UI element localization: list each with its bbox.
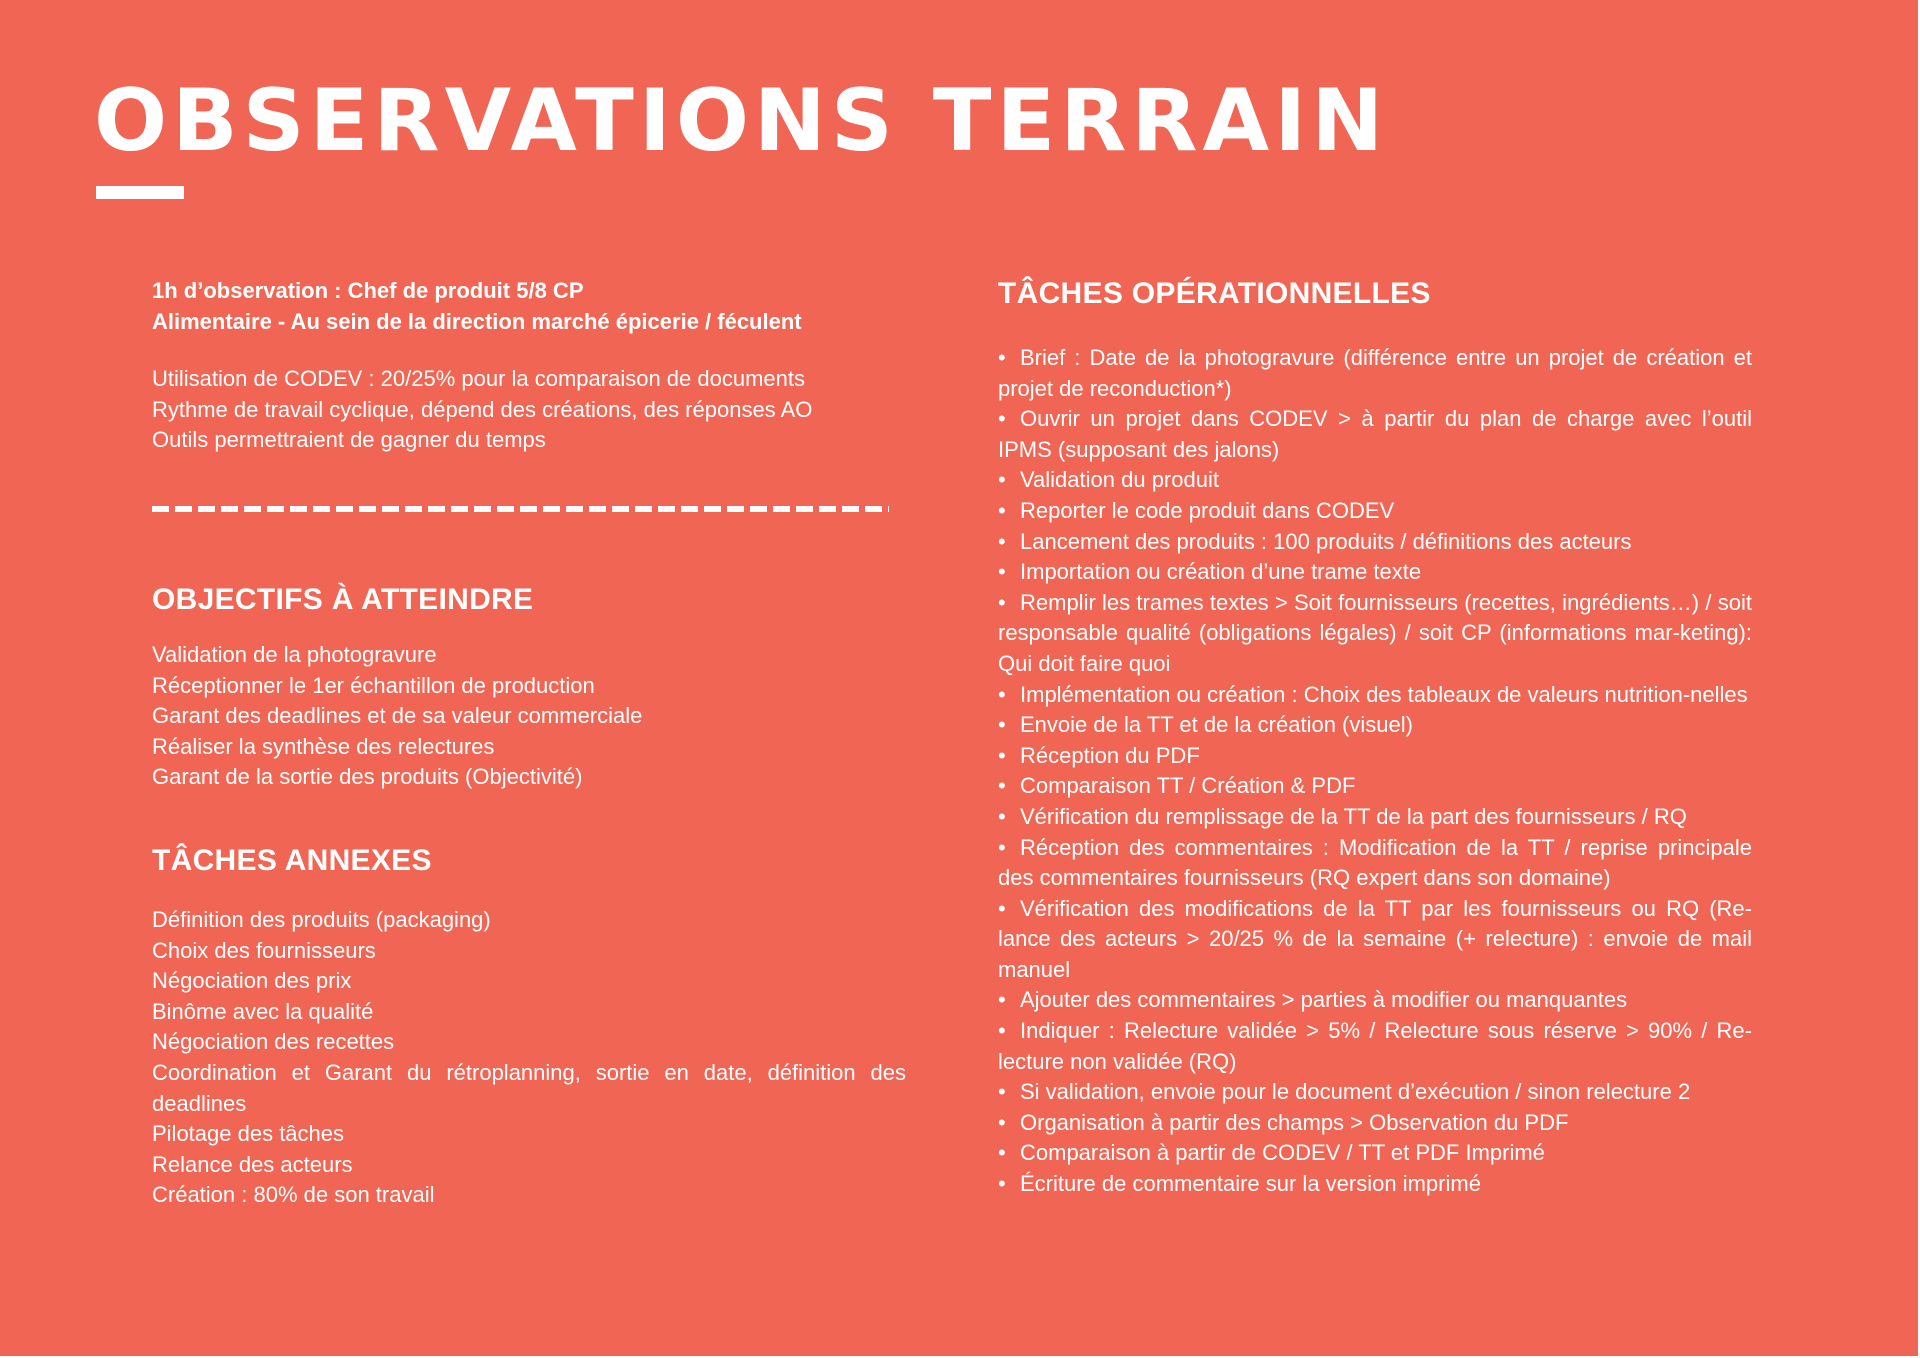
operationnelle-item-text: Réception des commentaires : Modification de la TT / reprise principale des commentaires fournisseurs (RQ expert dans son domaine) [998, 834, 1752, 891]
operationnelles-heading: TÂCHES OPÉRATIONNELLES [998, 277, 1431, 310]
annexe-item: Pilotage des tâches [152, 1121, 345, 1147]
operationnelle-item [998, 1108, 1752, 1139]
objectif-item: Réceptionner le 1er échantillon de production [152, 672, 595, 698]
operationnelle-item [998, 833, 1752, 894]
operationnelle-item-text: Comparaison TT / Création & PDF [1020, 773, 1356, 799]
bullet-icon: • [998, 803, 1006, 829]
operationnelle-item-text: Validation du produit [1020, 467, 1219, 493]
bullet-icon: • [998, 1018, 1006, 1044]
operationnelle-item [998, 343, 1752, 404]
annexe-item: Négociation des recettes [152, 1029, 395, 1055]
operationnelle-item-text: Importation ou création d’une trame texte [1020, 559, 1422, 585]
operationnelle-item [998, 894, 1752, 986]
operationnelle-item [998, 527, 1752, 558]
observation-note: Outils permettraient de gagner du temps [152, 427, 546, 453]
annexes-heading: TÂCHES ANNEXES [152, 843, 432, 877]
operationnelle-item [998, 985, 1752, 1016]
operationnelle-item [998, 710, 1752, 741]
bullet-icon: • [998, 467, 1006, 493]
operationnelle-item [998, 1138, 1752, 1169]
dashed-divider [152, 506, 889, 512]
objectif-item: Garant de la sortie des produits (Objectivité) [152, 764, 583, 790]
operationnelle-item-text: Écriture de commentaire sur la version imprimé [1020, 1171, 1481, 1197]
bullet-icon: • [998, 742, 1006, 768]
annexe-item: Coordination et Garant du rétroplanning, sortie en date, définition des deadlines [152, 1059, 906, 1116]
operationnelles-list [998, 343, 1752, 1200]
operationnelle-item [998, 1077, 1752, 1108]
operationnelle-item [998, 496, 1752, 527]
observation-note: Utilisation de CODEV : 20/25% pour la comparaison de documents [152, 366, 806, 392]
bullet-icon: • [998, 681, 1006, 707]
annexe-item: Binôme avec la qualité [152, 998, 374, 1024]
bullet-icon: • [998, 528, 1006, 554]
operationnelle-item [998, 588, 1752, 680]
operationnelle-item-text: Reporter le code produit dans CODEV [1020, 497, 1395, 523]
annexe-item: Négociation des prix [152, 968, 352, 994]
observation-context-line: 1h d’observation : Chef de produit 5/8 CP [152, 278, 584, 303]
operationnelle-item-text: Vérification du remplissage de la TT de la part des fournisseurs / RQ [1020, 803, 1687, 829]
bullet-icon: • [998, 834, 1006, 860]
operationnelle-item [998, 680, 1752, 711]
bullet-icon: • [998, 895, 1006, 921]
objectif-item: Garant des deadlines et de sa valeur commerciale [152, 703, 643, 729]
bullet-icon: • [998, 1140, 1006, 1166]
bullet-icon: • [998, 1171, 1006, 1197]
page-title: OBSERVATIONS TERRAIN [94, 71, 1389, 171]
observation-context [152, 276, 906, 337]
bullet-icon: • [998, 773, 1006, 799]
operationnelle-item-text: Ouvrir un projet dans CODEV > à partir du plan de charge avec l’outil IPMS (supposant des jalons) [998, 406, 1752, 462]
bullet-icon: • [998, 712, 1006, 738]
observation-context-line: Alimentaire - Au sein de la direction marché épicerie / féculent [152, 308, 802, 334]
operationnelle-item-text: Si validation, envoie pour le document d’exécution / sinon relecture 2 [1020, 1079, 1691, 1105]
operationnelle-item [998, 802, 1752, 833]
left-column [152, 276, 906, 1211]
bullet-icon: • [998, 987, 1006, 1013]
objectifs-list [152, 640, 906, 793]
operationnelle-item-text: Remplir les trames textes > Soit fournisseurs (recettes, ingrédients…) / soit responsable qualité (obligations légales) / soit CP (informations mar-keting): Qui doit faire quoi [998, 589, 1752, 676]
objectifs-heading: OBJECTIFS À ATTEINDRE [152, 582, 534, 616]
annexe-item: Relance des acteurs [152, 1151, 353, 1177]
right-column [998, 276, 1752, 1200]
annexe-item: Choix des fournisseurs [152, 937, 376, 963]
operationnelle-item [998, 557, 1752, 588]
operationnelle-item-text: Ajouter des commentaires > parties à modifier ou manquantes [1020, 987, 1628, 1013]
operationnelle-item [998, 1016, 1752, 1077]
objectif-item: Validation de la photogravure [152, 641, 437, 667]
operationnelle-item-text: Envoie de la TT et de la création (visuel) [1020, 712, 1413, 738]
observation-notes [152, 364, 906, 456]
bullet-icon: • [998, 406, 1006, 432]
observation-note: Rythme de travail cyclique, dépend des créations, des réponses AO [152, 396, 813, 422]
bullet-icon: • [998, 559, 1006, 585]
operationnelle-item [998, 1169, 1752, 1200]
operationnelle-item-text: Organisation à partir des champs > Observation du PDF [1020, 1109, 1569, 1135]
bullet-icon: • [998, 345, 1006, 370]
operationnelle-item [998, 404, 1752, 465]
operationnelle-item-text: Réception du PDF [1020, 742, 1200, 768]
bullet-icon: • [998, 589, 1006, 615]
annexes-list [152, 905, 906, 1211]
annexe-item: Définition des produits (packaging) [152, 906, 491, 932]
bullet-icon: • [998, 1079, 1006, 1105]
operationnelle-item [998, 771, 1752, 802]
operationnelle-item-text: Lancement des produits : 100 produits / définitions des acteurs [1020, 528, 1632, 554]
operationnelle-item-text: Indiquer : Relecture validée > 5% / Relecture sous réserve > 90% / Re-lecture non validée (RQ) [998, 1018, 1752, 1074]
objectif-item: Réaliser la synthèse des relectures [152, 733, 495, 759]
annexe-item: Création : 80% de son travail [152, 1182, 435, 1208]
operationnelle-item-text: Brief : Date de la photogravure (différence entre un projet de création et projet de reconduction*) [998, 345, 1752, 401]
operationnelle-item-text: Comparaison à partir de CODEV / TT et PDF Imprimé [1020, 1140, 1545, 1166]
title-underline [96, 186, 184, 199]
operationnelle-item-text: Vérification des modifications de la TT par les fournisseurs ou RQ (Re-lance des acteurs > 20/25 % de la semaine (+ relecture) : envoie de mail manuel [998, 895, 1752, 982]
operationnelle-item [998, 741, 1752, 772]
operationnelle-item-text: Implémentation ou création : Choix des tableaux de valeurs nutrition-nelles [1020, 681, 1748, 707]
bullet-icon: • [998, 497, 1006, 523]
bullet-icon: • [998, 1109, 1006, 1135]
operationnelle-item [998, 465, 1752, 496]
